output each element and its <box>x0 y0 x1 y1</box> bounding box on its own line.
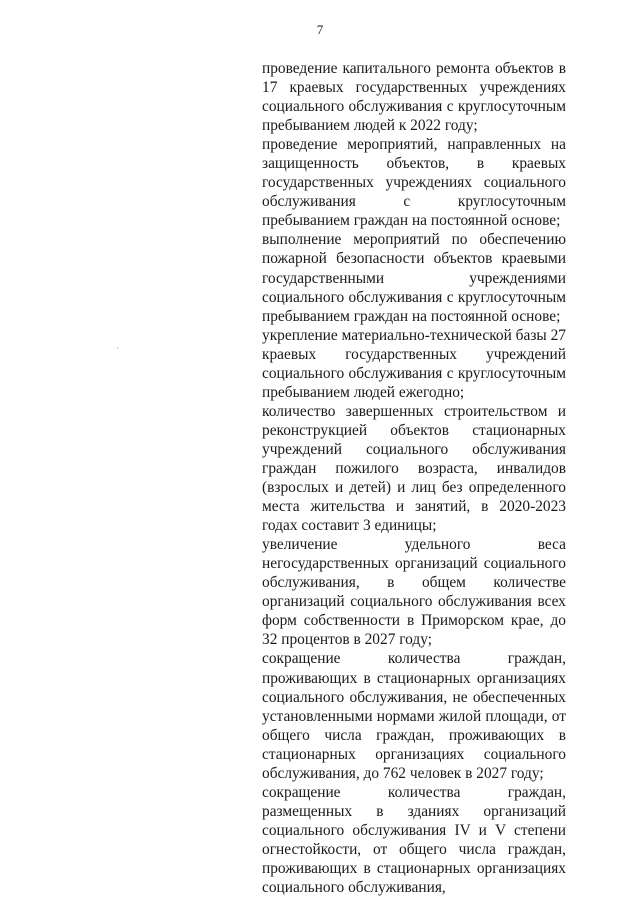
paragraph-security-measures: проведение мероприятий, направленных на защищенность объектов, в краевых государственных учреждениях социального обслуживания с круглосуточным пребыванием граждан на постоянной основе; <box>262 136 566 230</box>
paragraph-material-base: укрепление материально-технической базы 27 краевых государственных учреждений социального обслуживания с круглосуточным пребыванием людей ежегодно; <box>262 326 566 401</box>
paragraph-fire-resistance-reduction: сокращение количества граждан, размещенных в зданиях организаций социального обслуживания IV и V степени огнестойкости, от общего числа граждан, проживающих в стационарных организациях социального обслуживания, <box>262 783 566 897</box>
paragraph-fire-safety: выполнение мероприятий по обеспечению пожарной безопасности объектов краевыми государственными учреждениями социального обслуживания с круглосуточным пребыванием граждан на постоянной основе; <box>262 231 566 325</box>
text-column <box>262 59 566 897</box>
paragraph-living-space-reduction: сокращение количества граждан, проживающих в стационарных организациях социального обслуживания, не обеспеченных установленными нормами жилой площади, от общего числа граждан, проживающих в стационарных организациях социального обслуживания, до 762 человек в 2027 году; <box>262 650 566 782</box>
margin-mark <box>117 347 118 349</box>
page-number: 7 <box>316 22 324 37</box>
paragraph-capital-repair: проведение капитального ремонта объектов в 17 краевых государственных учреждениях социального обслуживания с круглосуточным пребыванием людей к 2022 году; <box>262 60 566 135</box>
paragraph-nongovernment-share: увеличение удельного веса негосударственных организаций социального обслуживания, в общем количестве организаций социального обслуживания всех форм собственности в Приморском крае, до 32 процентов в 2027 году; <box>262 536 566 649</box>
paragraph-completed-construction: количество завершенных строительством и реконструкцией объектов стационарных учреждений социального обслуживания граждан пожилого возраста, инвалидов (взрослых и детей) и лиц без определенного места жительства и занятий, в 2020-2023 годах составит 3 единицы; <box>262 402 566 535</box>
